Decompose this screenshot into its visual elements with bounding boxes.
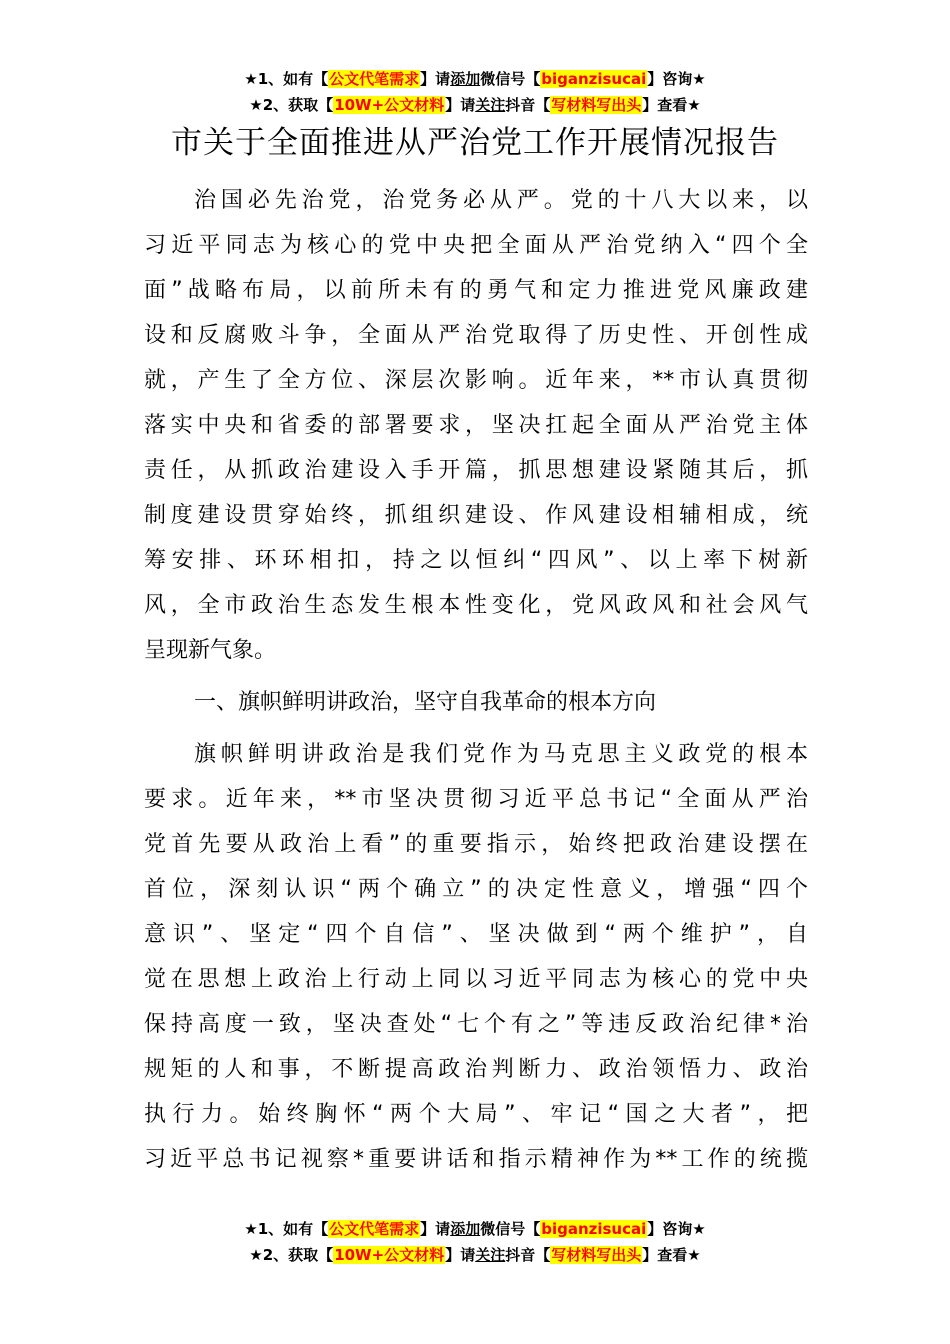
promo-highlight: 公文代笔需求 — [329, 1220, 420, 1238]
promo-text: ★1、如有【 — [244, 70, 329, 88]
text-line: 制度建设贯穿始终，抓组织建设、作风建设相辅相成，统 — [144, 503, 808, 528]
text-line: 筹安排、环环相扣，持之以恒纠“四风”、以上率下树新 — [144, 548, 808, 573]
promo-line-1 — [0, 66, 950, 92]
promo-line-2 — [0, 1242, 950, 1268]
text-line: 设和反腐败斗争，全面从严治党取得了历史性、开创性成 — [144, 323, 808, 348]
promo-text: ★2、获取【 — [249, 1246, 334, 1264]
promo-text: 】咨询★ — [647, 1220, 706, 1238]
text-line: 要求。近年来，**市坚决贯彻习近平总书记“全面从严治 — [144, 787, 808, 812]
promo-text: 】查看★ — [642, 96, 701, 114]
section-heading-1 — [144, 680, 808, 725]
promo-line-2 — [0, 92, 950, 118]
paragraph-intro — [144, 178, 808, 673]
bottom-promo-banner — [0, 1216, 950, 1268]
promo-line-1 — [0, 1216, 950, 1242]
promo-highlight: 10W+公文材料 — [334, 1246, 445, 1264]
text-line: 意识”、坚定“四个自信”、坚决做到“两个维护”，自 — [144, 922, 808, 947]
promo-text: ★1、如有【 — [244, 1220, 329, 1238]
text-line: 就，产生了全方位、深层次影响。近年来，**市认真贯彻 — [144, 368, 808, 393]
text-line: 习近平同志为核心的党中央把全面从严治党纳入“四个全 — [144, 233, 808, 258]
text-line: 保持高度一致，坚决查处“七个有之”等违反政治纪律*治 — [144, 1012, 808, 1037]
text-line: 面”战略布局，以前所未有的勇气和定力推进党风廉政建 — [144, 278, 808, 303]
text-line: 风，全市政治生态发生根本性变化，党风政风和社会风气 — [144, 593, 808, 618]
promo-underlined-text: 添加 — [450, 1220, 481, 1238]
text-line: 呈现新气象。 — [144, 638, 277, 663]
promo-highlight: 公文代笔需求 — [329, 70, 420, 88]
top-promo-banner — [0, 66, 950, 118]
promo-underlined-text: 添加 — [450, 70, 481, 88]
promo-underlined-text: 关注 — [475, 1246, 506, 1264]
promo-highlight: 10W+公文材料 — [334, 96, 445, 114]
promo-text: 】请 — [445, 1246, 476, 1264]
promo-underlined-text: 关注 — [475, 96, 506, 114]
text-line: 首位，深刻认识“两个确立”的决定性意义，增强“四个 — [144, 877, 808, 902]
text-line: 规矩的人和事，不断提高政治判断力、政治领悟力、政治 — [144, 1057, 808, 1082]
promo-text: 】请 — [420, 1220, 451, 1238]
text-line: 习近平总书记视察*重要讲话和指示精神作为**工作的统揽 — [144, 1147, 808, 1172]
section-heading-text: 一、旗帜鲜明讲政治，坚守自我革命的根本方向 — [194, 690, 657, 715]
text-line: 责任，从抓政治建设入手开篇，抓思想建设紧随其后，抓 — [144, 458, 808, 483]
promo-text: 】查看★ — [642, 1246, 701, 1264]
paragraph-section-1 — [144, 732, 808, 1182]
douyin-account-highlight: 写材料写出头 — [551, 96, 642, 114]
text-line: 党首先要从政治上看”的重要指示，始终把政治建设摆在 — [144, 832, 808, 857]
wechat-id-highlight: biganzisucai — [541, 1220, 647, 1238]
promo-text: 】请 — [420, 70, 451, 88]
text-line: 执行力。始终胸怀“两个大局”、牢记“国之大者”，把 — [144, 1102, 808, 1127]
wechat-id-highlight: biganzisucai — [541, 70, 647, 88]
douyin-account-highlight: 写材料写出头 — [551, 1246, 642, 1264]
promo-text: 】咨询★ — [647, 70, 706, 88]
text-line: 落实中央和省委的部署要求，坚决扛起全面从严治党主体 — [144, 413, 808, 438]
promo-text: 抖音【 — [505, 96, 551, 114]
promo-text: 微信号【 — [480, 70, 541, 88]
text-line: 觉在思想上政治上行动上同以习近平同志为核心的党中央 — [144, 967, 808, 992]
promo-text: 抖音【 — [505, 1246, 551, 1264]
text-line: 旗帜鲜明讲政治是我们党作为马克思主义政党的根本 — [194, 742, 808, 767]
document-title: 市关于全面推进从严治党工作开展情况报告 — [171, 125, 779, 161]
promo-text: ★2、获取【 — [249, 96, 334, 114]
promo-text: 】请 — [445, 96, 476, 114]
promo-text: 微信号【 — [480, 1220, 541, 1238]
text-line: 治国必先治党，治党务必从严。党的十八大以来，以 — [194, 188, 808, 213]
